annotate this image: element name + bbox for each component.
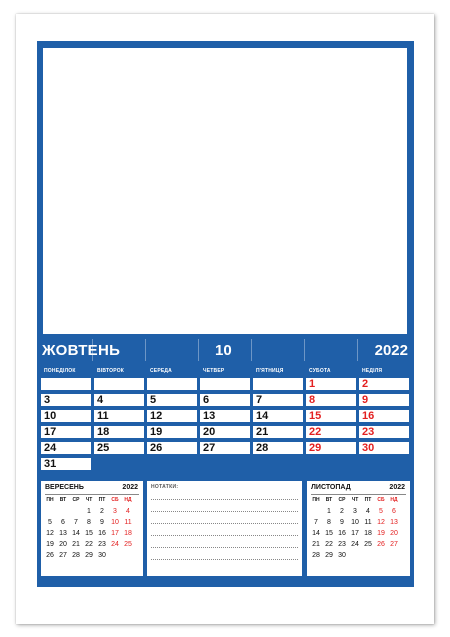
mini-day: 21 bbox=[312, 541, 320, 548]
day-cell: 15 bbox=[306, 410, 356, 422]
day-cell bbox=[41, 378, 91, 390]
next-month-calendar bbox=[307, 481, 410, 576]
notes-box bbox=[147, 481, 302, 576]
mini-day: 18 bbox=[124, 530, 132, 537]
mini-day: 2 bbox=[100, 508, 104, 515]
year-label: 2022 bbox=[374, 342, 408, 359]
day-cell: 3 bbox=[41, 394, 91, 406]
weekday-label: СЕРЕДА bbox=[150, 368, 172, 374]
mini-day: 25 bbox=[124, 541, 132, 548]
weekday-label: П'ЯТНИЦЯ bbox=[256, 368, 284, 374]
mini-day: 30 bbox=[98, 552, 106, 559]
day-cell: 19 bbox=[147, 426, 197, 438]
day-cell: 4 bbox=[94, 394, 144, 406]
day-cell: 23 bbox=[359, 426, 409, 438]
day-cell bbox=[200, 378, 250, 390]
mini-day: 1 bbox=[87, 508, 91, 515]
header-separator bbox=[304, 339, 305, 361]
prev-month-divider bbox=[45, 494, 139, 495]
mini-day: 26 bbox=[377, 541, 385, 548]
mini-day: 5 bbox=[48, 519, 52, 526]
mini-day: 22 bbox=[85, 541, 93, 548]
day-cell: 18 bbox=[94, 426, 144, 438]
day-cell: 16 bbox=[359, 410, 409, 422]
mini-day: 13 bbox=[390, 519, 398, 526]
mini-day: 20 bbox=[59, 541, 67, 548]
mini-day: 22 bbox=[325, 541, 333, 548]
mini-day: 19 bbox=[46, 541, 54, 548]
day-cell bbox=[147, 378, 197, 390]
weekday-label: ВІВТОРОК bbox=[97, 368, 125, 374]
mini-day: 3 bbox=[113, 508, 117, 515]
day-cell: 6 bbox=[200, 394, 250, 406]
mini-day: 23 bbox=[98, 541, 106, 548]
day-cell: 28 bbox=[253, 442, 303, 454]
mini-weekday-label: ПН bbox=[312, 497, 320, 503]
weekday-label: НЕДІЛЯ bbox=[362, 368, 383, 374]
day-cell: 25 bbox=[94, 442, 144, 454]
mini-weekday-label: ЧТ bbox=[351, 497, 359, 503]
mini-day: 27 bbox=[59, 552, 67, 559]
mini-day: 17 bbox=[111, 530, 119, 537]
mini-weekday-label: СР bbox=[72, 497, 80, 503]
mini-day: 24 bbox=[111, 541, 119, 548]
day-cell: 12 bbox=[147, 410, 197, 422]
weekday-label: ПОНЕДІЛОК bbox=[44, 368, 76, 374]
mini-day: 24 bbox=[351, 541, 359, 548]
photo-placeholder bbox=[43, 48, 407, 334]
note-line bbox=[151, 559, 298, 560]
mini-day: 13 bbox=[59, 530, 67, 537]
day-cell: 1 bbox=[306, 378, 356, 390]
note-line bbox=[151, 511, 298, 512]
mini-day: 28 bbox=[72, 552, 80, 559]
weekday-label: СУБОТА bbox=[309, 368, 331, 374]
day-cell: 21 bbox=[253, 426, 303, 438]
mini-day: 19 bbox=[377, 530, 385, 537]
header-separator bbox=[198, 339, 199, 361]
note-line bbox=[151, 535, 298, 536]
mini-day: 18 bbox=[364, 530, 372, 537]
day-cell: 11 bbox=[94, 410, 144, 422]
mini-weekday-label: ПТ bbox=[364, 497, 372, 503]
mini-day: 26 bbox=[46, 552, 54, 559]
mini-day: 15 bbox=[85, 530, 93, 537]
header-separator bbox=[145, 339, 146, 361]
mini-weekday-label: НД bbox=[390, 497, 398, 503]
mini-day: 17 bbox=[351, 530, 359, 537]
day-cell: 8 bbox=[306, 394, 356, 406]
notes-label: НОТАТКИ: bbox=[151, 484, 179, 490]
day-cell bbox=[94, 378, 144, 390]
mini-day: 21 bbox=[72, 541, 80, 548]
day-cell: 17 bbox=[41, 426, 91, 438]
mini-day: 16 bbox=[98, 530, 106, 537]
weekday-label: ЧЕТВЕР bbox=[203, 368, 225, 374]
mini-day: 10 bbox=[111, 519, 119, 526]
day-cell: 30 bbox=[359, 442, 409, 454]
note-line bbox=[151, 547, 298, 548]
mini-weekday-label: ВТ bbox=[325, 497, 333, 503]
day-cell: 27 bbox=[200, 442, 250, 454]
prev-month-name: ВЕРЕСЕНЬ bbox=[45, 484, 84, 491]
mini-day: 27 bbox=[390, 541, 398, 548]
mini-day: 6 bbox=[61, 519, 65, 526]
mini-day: 8 bbox=[87, 519, 91, 526]
mini-day: 25 bbox=[364, 541, 372, 548]
mini-day: 20 bbox=[390, 530, 398, 537]
next-month-divider bbox=[311, 494, 406, 495]
mini-day: 14 bbox=[312, 530, 320, 537]
mini-weekday-label: СБ bbox=[111, 497, 119, 503]
mini-day: 29 bbox=[85, 552, 93, 559]
header-separator bbox=[357, 339, 358, 361]
day-cell: 10 bbox=[41, 410, 91, 422]
mini-day: 7 bbox=[74, 519, 78, 526]
day-cell: 14 bbox=[253, 410, 303, 422]
day-cell: 22 bbox=[306, 426, 356, 438]
day-cell bbox=[253, 378, 303, 390]
day-cell: 20 bbox=[200, 426, 250, 438]
mini-day: 9 bbox=[100, 519, 104, 526]
prev-month-calendar bbox=[41, 481, 143, 576]
mini-day: 6 bbox=[392, 508, 396, 515]
mini-day: 9 bbox=[340, 519, 344, 526]
mini-weekday-label: ЧТ bbox=[85, 497, 93, 503]
mini-day: 15 bbox=[325, 530, 333, 537]
mini-day: 4 bbox=[366, 508, 370, 515]
header-separator bbox=[92, 339, 93, 361]
day-cell: 31 bbox=[41, 458, 91, 470]
header-separator bbox=[251, 339, 252, 361]
mini-day: 14 bbox=[72, 530, 80, 537]
day-cell: 7 bbox=[253, 394, 303, 406]
mini-day: 30 bbox=[338, 552, 346, 559]
day-cell: 24 bbox=[41, 442, 91, 454]
mini-day: 12 bbox=[46, 530, 54, 537]
mini-weekday-label: ВТ bbox=[59, 497, 67, 503]
day-cell: 5 bbox=[147, 394, 197, 406]
mini-day: 29 bbox=[325, 552, 333, 559]
day-cell: 29 bbox=[306, 442, 356, 454]
mini-weekday-label: СБ bbox=[377, 497, 385, 503]
next-month-year: 2022 bbox=[389, 484, 405, 491]
prev-month-year: 2022 bbox=[122, 484, 138, 491]
mini-day: 16 bbox=[338, 530, 346, 537]
mini-day: 2 bbox=[340, 508, 344, 515]
mini-day: 23 bbox=[338, 541, 346, 548]
mini-day: 28 bbox=[312, 552, 320, 559]
month-name: ЖОВТЕНЬ bbox=[42, 342, 121, 359]
month-number: 10 bbox=[215, 342, 232, 359]
note-line bbox=[151, 523, 298, 524]
mini-day: 7 bbox=[314, 519, 318, 526]
note-line bbox=[151, 499, 298, 500]
mini-day: 1 bbox=[327, 508, 331, 515]
day-cell: 9 bbox=[359, 394, 409, 406]
mini-day: 10 bbox=[351, 519, 359, 526]
day-cell: 26 bbox=[147, 442, 197, 454]
day-cell: 2 bbox=[359, 378, 409, 390]
mini-day: 8 bbox=[327, 519, 331, 526]
mini-weekday-label: ПН bbox=[46, 497, 54, 503]
mini-day: 12 bbox=[377, 519, 385, 526]
mini-day: 3 bbox=[353, 508, 357, 515]
mini-day: 5 bbox=[379, 508, 383, 515]
mini-weekday-label: НД bbox=[124, 497, 132, 503]
mini-day: 11 bbox=[364, 519, 372, 526]
next-month-name: ЛИСТОПАД bbox=[311, 484, 351, 491]
mini-day: 11 bbox=[124, 519, 132, 526]
day-cell: 13 bbox=[200, 410, 250, 422]
mini-day: 4 bbox=[126, 508, 130, 515]
mini-weekday-label: ПТ bbox=[98, 497, 106, 503]
mini-weekday-label: СР bbox=[338, 497, 346, 503]
